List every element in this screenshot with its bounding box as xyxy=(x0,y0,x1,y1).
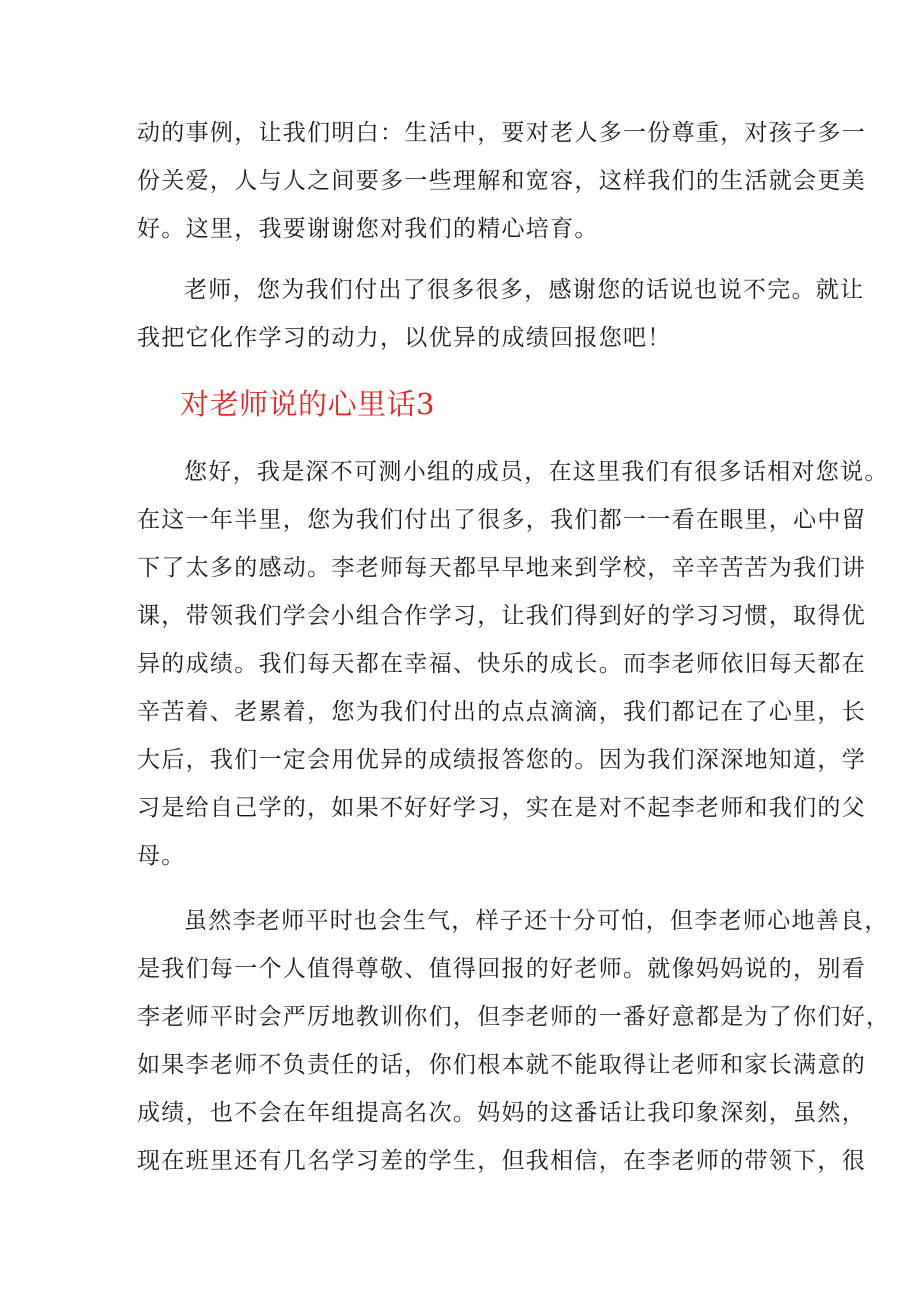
paragraph-4-line-4: 如果李老师不负责任的话，你们根本就不能取得让老师和家长满意的 xyxy=(137,1052,866,1078)
paragraph-4-line-3: 李老师平时会严厉地教训你们，但李老师的一番好意都是为了你们好， xyxy=(137,1004,891,1030)
paragraph-2-line-2: 我把它化作学习的动力，以优异的成绩回报您吧！ xyxy=(137,325,672,351)
section-heading: 对老师说的心里话3 xyxy=(180,387,435,421)
paragraph-4-line-2: 是我们每一个人值得尊敬、值得回报的好老师。就像妈妈说的，别看 xyxy=(137,956,866,982)
paragraph-1-line-3: 好。这里，我要谢谢您对我们的精心培育。 xyxy=(137,216,599,242)
paragraph-1-line-1: 动的事例，让我们明白：生活中，要对老人多一份尊重，对孩子多一 xyxy=(137,120,866,146)
paragraph-1-line-2: 份关爱，人与人之间要多一些理解和宽容，这样我们的生活就会更美 xyxy=(137,168,866,194)
paragraph-3-line-2: 在这一年半里，您为我们付出了很多，我们都一一看在眼里，心中留 xyxy=(137,507,866,533)
paragraph-3-line-5: 异的成绩。我们每天都在幸福、快乐的成长。而李老师依旧每天都在 xyxy=(137,651,866,677)
paragraph-3-line-9: 母。 xyxy=(137,843,186,869)
paragraph-3-line-6: 辛苦着、老累着，您为我们付出的点点滴滴，我们都记在了心里，长 xyxy=(137,699,866,725)
paragraph-2-line-1: 老师，您为我们付出了很多很多，感谢您的话说也说不完。就让 xyxy=(184,277,865,303)
paragraph-4-line-1: 虽然李老师平时也会生气，样子还十分可怕，但李老师心地善良， xyxy=(184,908,889,934)
paragraph-3-line-3: 下了太多的感动。李老师每天都早早地来到学校，辛辛苦苦为我们讲 xyxy=(137,555,866,581)
paragraph-3-line-4: 课，带领我们学会小组合作学习，让我们得到好的学习习惯，取得优 xyxy=(137,603,866,629)
paragraph-4-line-5: 成绩，也不会在年组提高名次。妈妈的这番话让我印象深刻，虽然， xyxy=(137,1100,866,1126)
paragraph-3-line-1: 您好，我是深不可测小组的成员，在这里我们有很多话相对您说。 xyxy=(184,459,889,485)
paragraph-3-line-8: 习是给自己学的，如果不好好学习，实在是对不起李老师和我们的父 xyxy=(137,795,866,821)
paragraph-4-line-6: 现在班里还有几名学习差的学生，但我相信，在李老师的带领下，很 xyxy=(137,1148,866,1174)
paragraph-3-line-7: 大后，我们一定会用优异的成绩报答您的。因为我们深深地知道，学 xyxy=(137,747,866,773)
